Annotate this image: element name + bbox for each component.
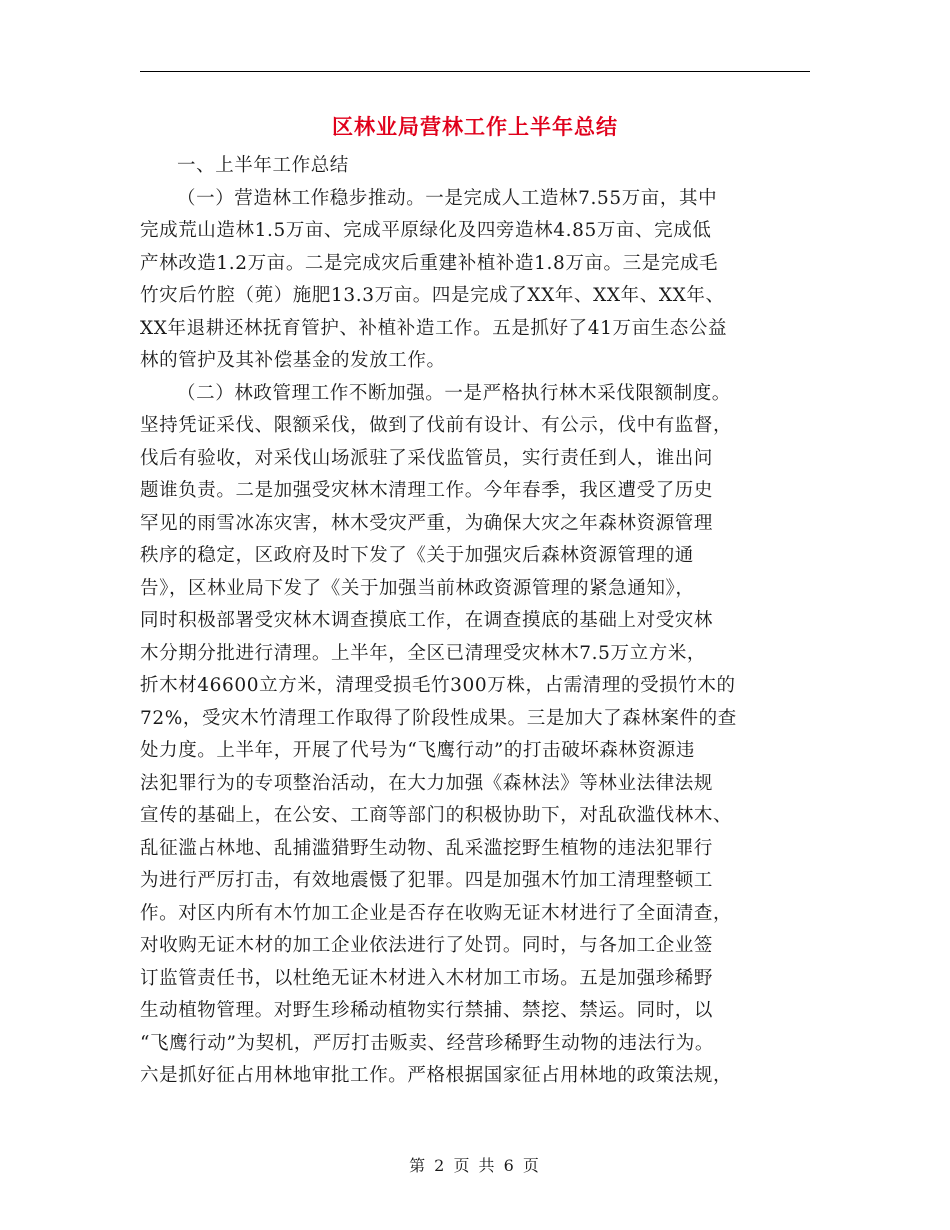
paragraph-line: 六是抓好征占用林地审批工作。严格根据国家征占用林地的政策法规，: [140, 1065, 733, 1086]
paragraph-line: 同时积极部署受灾林木调查摸底工作，在调查摸底的基础上对受灾林: [140, 610, 714, 631]
paragraph-line: 秩序的稳定，区政府及时下发了《关于加强灾后森林资源管理的通: [140, 545, 694, 566]
paragraph-line: 作。对区内所有木竹加工企业是否存在收购无证木材进行了全面清查，: [140, 902, 733, 924]
paragraph-line: 告》，区林业局下发了《关于加强当前林政资源管理的紧急通知》，: [140, 577, 695, 599]
section-heading: 一、上半年工作总结: [177, 155, 349, 176]
paragraph-line: 木分期分批进行清理。上半年，全区已清理受灾林木7.5万立方米，: [140, 642, 707, 664]
paragraph-line: 处力度。上半年，开展了代号为“飞鹰行动”的打击破坏森林资源违: [140, 740, 695, 761]
paragraph-line: 产林改造1.2万亩。二是完成灾后重建补植补造1.8万亩。三是完成毛: [140, 252, 719, 274]
paragraph-line: 伐后有验收，对采伐山场派驻了采伐监管员，实行责任到人，谁出问: [140, 447, 714, 469]
document-body: [140, 150, 812, 1093]
document-title: 区林业局营林工作上半年总结: [332, 114, 618, 139]
paragraph-line: 竹灾后竹腔（蔸）施肥13.3万亩。四是完成了XX年、XX年、XX年、: [140, 285, 725, 306]
paragraph-line: 完成荒山造林1.5万亩、完成平原绿化及四旁造林4.85万亩、完成低: [140, 220, 712, 241]
paragraph-line: 折木材46600立方米，清理受损毛竹300万株，占需清理的受损竹木的: [140, 675, 736, 696]
page-number: 第 2 页 共 6 页: [409, 1156, 541, 1175]
paragraph-line: 题谁负责。二是加强受灾林木清理工作。今年春季，我区遭受了历史: [140, 480, 714, 501]
paragraph-line: 乱征滥占林地、乱捕滥猎野生动物、乱采滥挖野生植物的违法犯罪行: [140, 837, 714, 859]
paragraph-line: 72%，受灾木竹清理工作取得了阶段性成果。三是加大了森林案件的查: [140, 707, 737, 729]
paragraph-line: （一）营造林工作稳步推动。一是完成人工造林7.55万亩，其中: [177, 187, 718, 209]
paragraph-line: XX年退耕还林抚育管护、补植补造工作。五是抓好了41万亩生态公益: [140, 317, 728, 339]
paragraph-line: 罕见的雨雪冰冻灾害，林木受灾严重，为确保大灾之年森林资源管理: [140, 512, 714, 534]
paragraph-line: （二）林政管理工作不断加强。一是严格执行林木采伐限额制度。: [177, 382, 731, 404]
paragraph-line: 林的管护及其补偿基金的发放工作。: [140, 350, 446, 371]
paragraph-line: 为进行严厉打击，有效地震慑了犯罪。四是加强木竹加工清理整顿工: [140, 870, 714, 891]
paragraph-line: 法犯罪行为的专项整治活动，在大力加强《森林法》等林业法律法规: [140, 772, 714, 794]
paragraph-line: 订监管责任书，以杜绝无证木材进入木材加工市场。五是加强珍稀野: [140, 967, 714, 989]
paragraph-line: 对收购无证木材的加工企业依法进行了处罚。同时，与各加工企业签: [140, 935, 714, 956]
paragraph-line: “飞鹰行动”为契机，严厉打击贩卖、经营珍稀野生动物的违法行为。: [140, 1032, 715, 1054]
paragraph-line: 宣传的基础上，在公安、工商等部门的积极协助下，对乱砍滥伐林木、: [140, 805, 733, 826]
paragraph-line: 生动植物管理。对野生珍稀动植物实行禁捕、禁挖、禁运。同时，以: [140, 1000, 714, 1021]
paragraph-line: 坚持凭证采伐、限额采伐，做到了伐前有设计、有公示，伐中有监督，: [140, 415, 733, 436]
header-rule: [140, 71, 810, 72]
